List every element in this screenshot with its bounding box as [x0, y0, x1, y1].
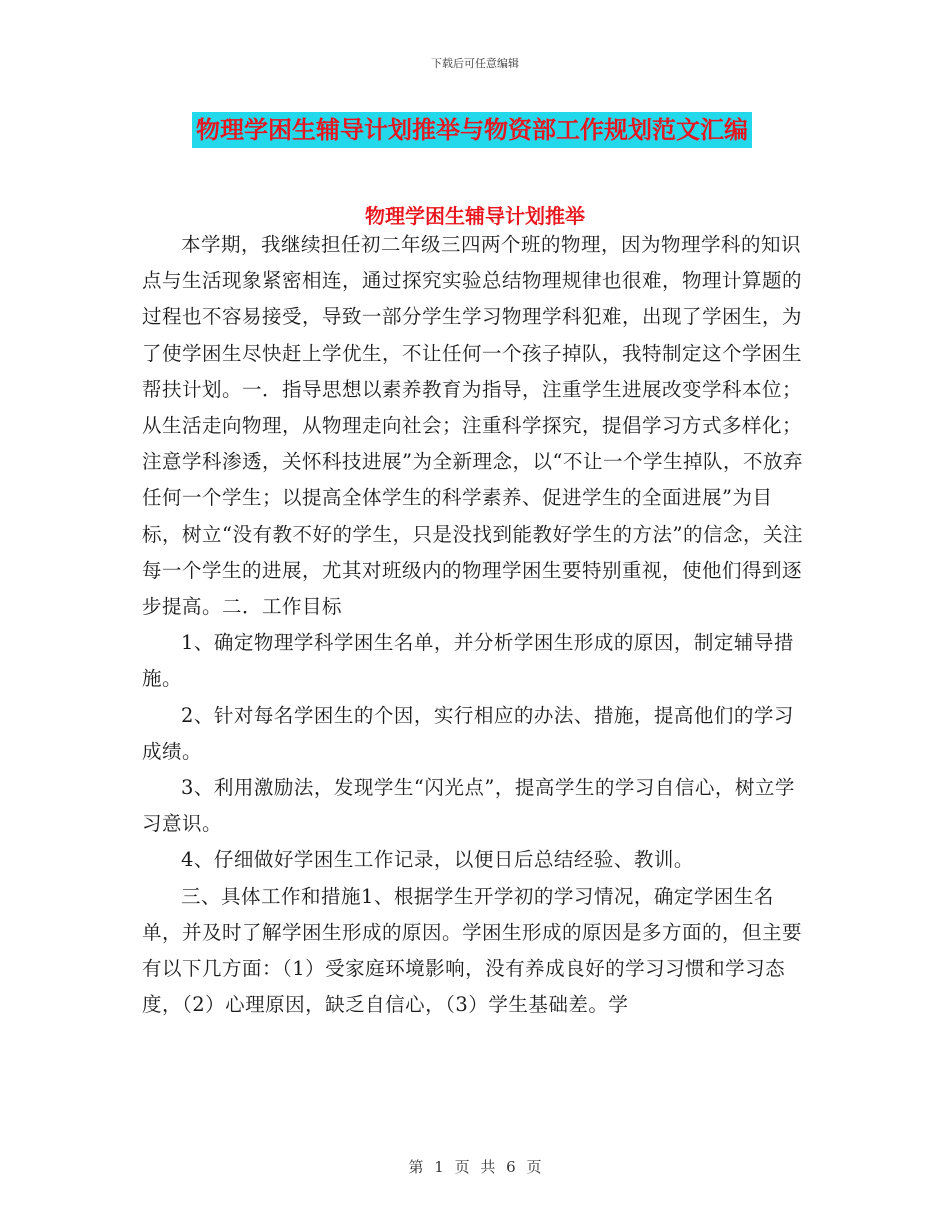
body-paragraph: 4、仔细做好学困生工作记录，以便日后总结经验、教训。	[181, 848, 694, 872]
body-paragraph: 3、利用激励法，发现学生“闪光点”，提高学生的学习自信心，树立学习意识。	[142, 776, 795, 836]
body-paragraph: 三、具体工作和措施1、根据学生开学初的学习情况，确定学困生名单，并及时了解学困生形成的原因。学困生形成的原因是多方面的，但主要有以下几方面：（1）受家庭环境影响，没有养成良好的学习习惯和学习态度，（2）心理原因，缺乏自信心，（3）学生基础差。学	[142, 884, 803, 1017]
page-footer: 第 1 页 共 6 页	[408, 1158, 542, 1176]
document-body	[142, 227, 812, 1023]
body-paragraph: 本学期，我继续担任初二年级三四两个班的物理，因为物理学科的知识点与生活现象紧密相连，通过探究实验总结物理规律也很难，物理计算题的过程也不容易接受，导致一部分学生学习物理学科犯难，出现了学困生，为了使学困生尽快赶上学优生，不让任何一个孩子掉队，我特制定这个学困生帮扶计划。一．指导思想以素养教育为指导，注重学生进展改变学科本位；从生活走向物理，从物理走向社会；注重科学探究，提倡学习方式多样化；注意学科渗透，关怀科技进展”为全新理念，以“不让一个学生掉队，不放弃任何一个学生；以提高全体学生的科学素养、促进学生的全面进展”为目标，树立“没有教不好的学生，只是没找到能教好学生的方法”的信念，关注每一个学生的进展，尤其对班级内的物理学困生要特别重视，使他们得到逐步提高。二．工作目标	[142, 233, 803, 619]
section-title: 物理学困生辅导计划推举	[365, 204, 585, 228]
body-paragraph: 1、确定物理学科学困生名单，并分析学困生形成的原因，制定辅导措施。	[142, 631, 794, 691]
page-header-note: 下载后可任意编辑	[431, 57, 519, 70]
document-title: 物理学困生辅导计划推举与物资部工作规划范文汇编	[192, 112, 752, 148]
body-paragraph: 2、针对每名学困生的个因，实行相应的办法、措施，提高他们的学习成绩。	[142, 703, 794, 763]
